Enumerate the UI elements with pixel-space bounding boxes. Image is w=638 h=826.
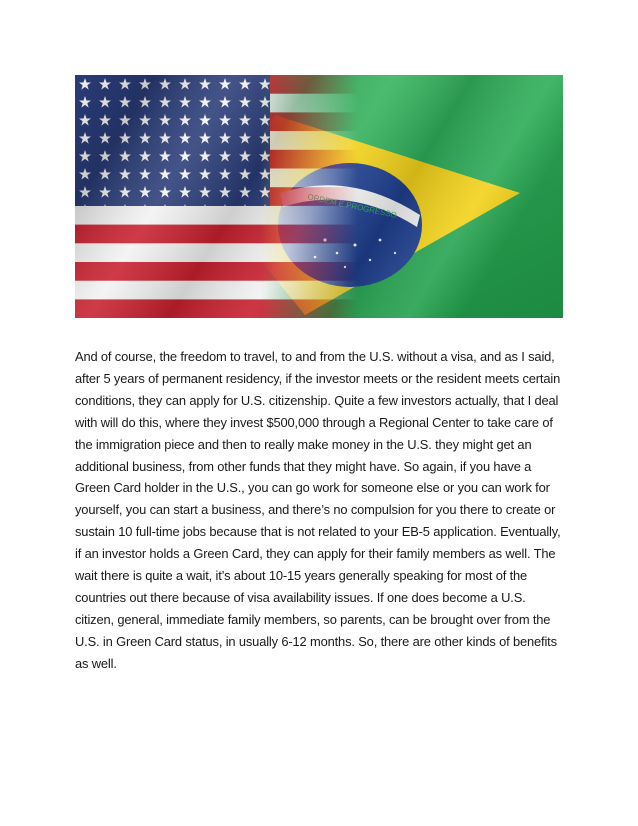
fabric-folds (75, 75, 563, 318)
body-paragraph: And of course, the freedom to travel, to and from the U.S. without a visa, and as I said, after 5 years of permanent residency, if the investor meets or the resident meets certain conditions, they can apply for U.S. citizenship. Quite a few investors actually, that I deal with will do this, where they invest $500,000 through a Regional Center to take care of the immigration piece and then to really make money in the U.S. they might get an additional business, from other funds that they might have. So again, if you have a Green Card holder in the U.S., you can go work for someone else or you can work for yourself, you can start a business, and there’s no compulsion for you there to create or sustain 10 full-time jobs because that is not related to your EB-5 application. Eventually, if an investor holds a Green Card, they can apply for their family members as well. The wait there is quite a wait, it’s about 10-15 years generally speaking for most of the countries out there because of visa availability issues. If one does become a U.S. citizen, general, immediate family members, so parents, can be brought over from the U.S. in Green Card status, in usually 6-12 months. So, there are other kinds of benefits as well. (75, 349, 561, 671)
us-brazil-flags-image (75, 75, 563, 318)
flags-illustration (75, 75, 563, 318)
